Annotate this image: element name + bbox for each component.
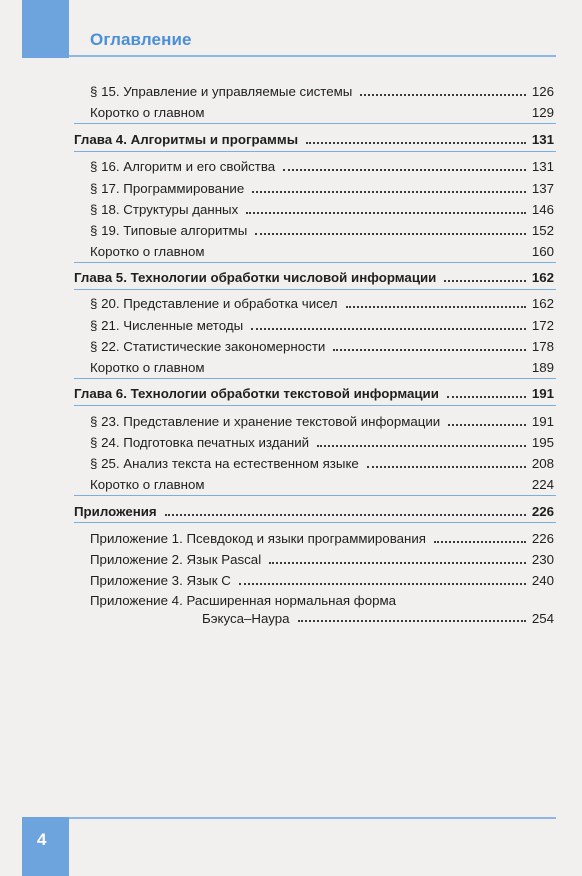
dot-leader [298, 620, 526, 622]
toc-row-page: 172 [531, 318, 554, 334]
toc-row-title: § 24. Подготовка печатных изданий [90, 435, 310, 451]
toc-row-section-20[interactable] [90, 292, 554, 312]
toc-row-title: Приложение 1. Псевдокод и языки программирования [90, 531, 426, 547]
toc-row-page: 126 [531, 84, 554, 100]
toc-row-title: Коротко о главном [90, 105, 205, 121]
toc-row-section-23[interactable] [90, 410, 554, 430]
dot-leader [251, 328, 526, 330]
toc-row-page: 131 [531, 132, 554, 148]
dot-leader [252, 191, 526, 193]
toc-row-title: Коротко о главном [90, 360, 205, 376]
toc-row-page: 178 [531, 339, 554, 355]
toc-row-summary-ch3[interactable] [90, 101, 554, 121]
dot-leader [333, 349, 525, 351]
dot-leader [448, 424, 526, 426]
toc-row-page: 189 [531, 360, 554, 376]
toc-row-page: 129 [531, 105, 554, 121]
toc-row-title: Коротко о главном [90, 477, 205, 493]
toc-row-page: 226 [531, 531, 554, 547]
toc-row-summary-ch5[interactable] [90, 356, 554, 376]
toc-row-title: § 22. Статистические закономерности [90, 339, 326, 355]
toc-row-page: 191 [531, 414, 554, 430]
page-title: Оглавление [90, 30, 192, 49]
toc-row-title: § 21. Численные методы [90, 318, 244, 334]
toc-row-title: § 17. Программирование [90, 181, 245, 197]
toc-row-title: § 16. Алгоритм и его свойства [90, 159, 276, 175]
toc-row-section-24[interactable] [90, 431, 554, 451]
toc-row-title: Глава 5. Технологии обработки числовой информации [74, 270, 437, 286]
toc-row-page: 224 [531, 477, 554, 493]
chapter-separator [74, 262, 556, 263]
toc-row-page: 162 [531, 296, 554, 312]
chapter-separator [74, 151, 556, 152]
toc-row-title: § 15. Управление и управляемые системы [90, 84, 353, 100]
toc-row-title: § 25. Анализ текста на естественном языке [90, 456, 359, 472]
toc-row-page: 146 [531, 202, 554, 218]
toc-row-page: 195 [531, 435, 554, 451]
dot-leader [434, 541, 526, 543]
toc-row-title: § 18. Структуры данных [90, 202, 239, 218]
toc-row-section-25[interactable] [90, 452, 554, 472]
dot-leader [444, 280, 525, 282]
toc-row-page: 162 [531, 270, 554, 286]
toc-row-title: Приложения [74, 504, 157, 520]
dot-leader [447, 396, 526, 398]
toc-row-summary-ch6[interactable] [90, 473, 554, 493]
toc-row-title: Коротко о главном [90, 244, 205, 260]
toc-row-title: § 20. Представление и обработка чисел [90, 296, 338, 312]
toc-row-page: 152 [531, 223, 554, 239]
toc-row-page: 208 [531, 456, 554, 472]
dot-leader [360, 94, 526, 96]
toc-row-title: § 23. Представление и хранение текстовой информации [90, 414, 441, 430]
chapter-separator [74, 378, 556, 379]
toc-row-section-15[interactable] [90, 80, 554, 100]
dot-leader [165, 514, 526, 516]
toc-row-title: § 19. Типовые алгоритмы [90, 223, 248, 239]
dot-leader [317, 445, 526, 447]
dot-leader [269, 562, 526, 564]
toc-row-page: 240 [531, 573, 554, 589]
toc-row-section-22[interactable] [90, 335, 554, 355]
toc-row-section-16[interactable] [90, 155, 554, 175]
chapter-separator [74, 522, 556, 523]
toc-row-title: Приложение 2. Язык Pascal [90, 552, 262, 568]
toc-row-page: 137 [531, 181, 554, 197]
toc-row-page: 254 [531, 610, 554, 626]
toc-row-chapter-4[interactable] [74, 128, 554, 148]
toc-row-section-21[interactable] [90, 314, 554, 334]
toc-row-section-17[interactable] [90, 177, 554, 197]
toc-row-appendix-3[interactable] [90, 569, 554, 589]
dot-leader [239, 583, 526, 585]
toc-row-title: Глава 4. Алгоритмы и программы [74, 132, 299, 148]
toc-row-appendix-2[interactable] [90, 548, 554, 568]
toc-row-page: 226 [531, 504, 554, 520]
toc-row-title: Приложение 4. Расширенная нормальная форма [90, 593, 397, 608]
toc-row-page: 191 [531, 386, 554, 402]
dot-leader [283, 169, 526, 171]
toc-row-section-18[interactable] [90, 198, 554, 218]
toc-row-summary-ch4[interactable] [90, 240, 554, 260]
toc-row-section-19[interactable] [90, 219, 554, 239]
toc-row-title-continued: Бэкуса–Наура [202, 610, 290, 626]
page-number: 4 [37, 830, 47, 849]
chapter-separator [74, 405, 556, 406]
toc-row-appendix-4[interactable] [90, 594, 554, 626]
dot-leader [246, 212, 526, 214]
toc-row-title: Приложение 3. Язык С [90, 573, 231, 589]
toc-row-page: 230 [531, 552, 554, 568]
toc-row-chapter-5[interactable] [74, 266, 554, 286]
dot-leader [367, 466, 526, 468]
chapter-separator [74, 495, 556, 496]
dot-leader [255, 233, 526, 235]
toc-row-chapter-6[interactable] [74, 382, 554, 402]
dot-leader [346, 306, 526, 308]
chapter-separator [74, 289, 556, 290]
toc-row-appendices[interactable] [74, 500, 554, 520]
footer-rule [69, 817, 556, 819]
toc-row-title: Глава 6. Технологии обработки текстовой информации [74, 386, 439, 402]
chapter-separator [74, 123, 556, 124]
toc-row-appendix-1[interactable] [90, 527, 554, 547]
toc-row-page: 131 [531, 159, 554, 175]
toc-row-page: 160 [531, 244, 554, 260]
dot-leader [306, 142, 526, 144]
